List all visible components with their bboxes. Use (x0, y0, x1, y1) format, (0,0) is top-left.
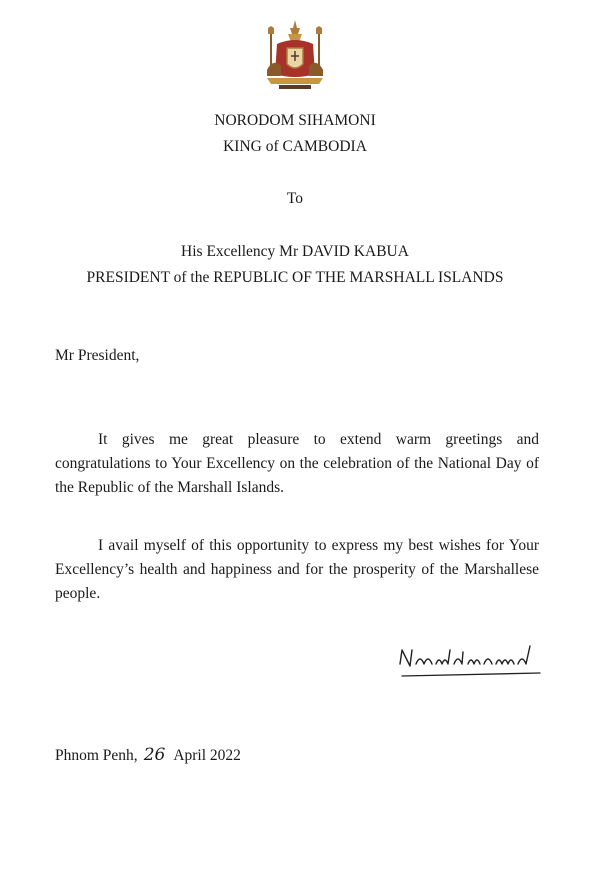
closing-month-year: April 2022 (173, 747, 241, 764)
royal-arms-icon (257, 18, 333, 96)
to-label: To (286, 190, 304, 207)
paragraph-1-text: It gives me great pleasure to extend warm greetings and congratulations to Your Excellency on the celebration of the National Day of the Republic of the Marshall Islands. (55, 431, 539, 496)
body-paragraph-2 (55, 534, 539, 606)
body-paragraph-1 (55, 428, 539, 500)
closing-place: Phnom Penh, (55, 747, 138, 764)
signature-icon (392, 636, 542, 682)
sender-title: KING of CAMBODIA (223, 138, 367, 155)
salutation: Mr President, (55, 347, 140, 364)
closing-day: 26 (143, 745, 166, 765)
sender-name: NORODOM SIHAMONI (214, 112, 376, 129)
recipient-title: PRESIDENT of the REPUBLIC OF THE MARSHALL ISLANDS (86, 269, 504, 286)
recipient-name: His Excellency Mr DAVID KABUA (181, 243, 409, 260)
paragraph-2-text: I avail myself of this opportunity to express my best wishes for Your Excellency’s health and happiness and for the prosperity of the Marshallese people. (55, 537, 539, 602)
closing-line (55, 745, 241, 765)
